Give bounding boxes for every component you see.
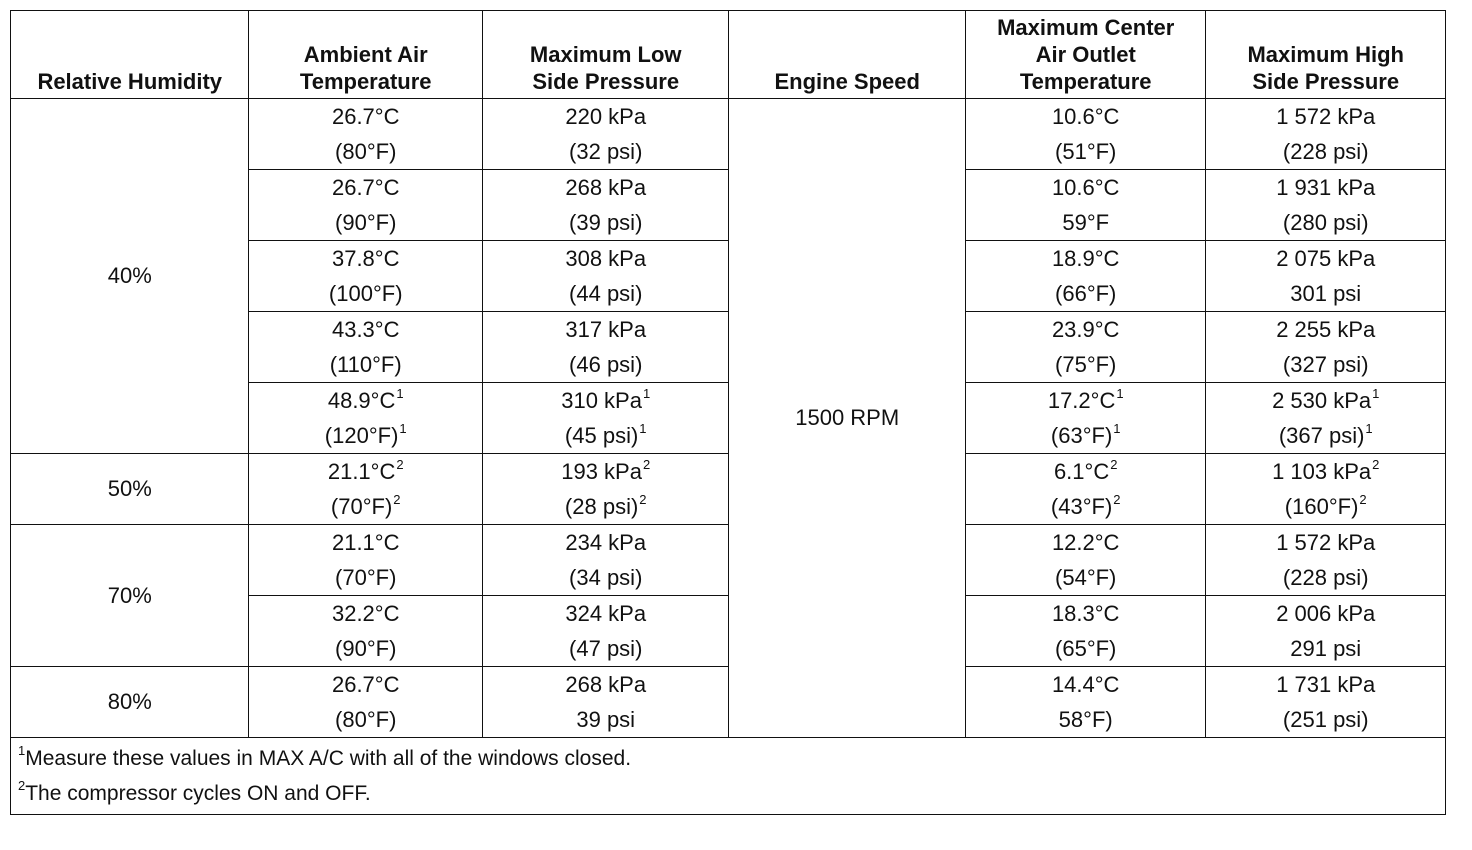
footnote-marker: 2 xyxy=(1110,456,1118,472)
low-side-pressure-cell-line xyxy=(483,631,729,666)
ambient-temperature-cell-line xyxy=(249,134,481,169)
high-side-pressure-cell-value: 1 931 kPa xyxy=(1276,175,1376,200)
outlet-temperature-cell-value: 18.3°C xyxy=(1051,601,1120,626)
high-side-pressure-cell-value: 301 psi xyxy=(1290,281,1362,306)
low-side-pressure-cell xyxy=(482,241,729,312)
ambient-temperature-cell-line xyxy=(249,205,481,240)
ambient-temperature-cell-value: 26.7°C xyxy=(331,672,400,697)
high-side-pressure-cell-value: 291 psi xyxy=(1290,636,1362,661)
ambient-temperature-cell xyxy=(249,99,482,170)
high-side-pressure-cell-line xyxy=(1206,525,1445,560)
outlet-temperature-cell-line xyxy=(966,312,1206,347)
ambient-temperature-cell-value: 37.8°C xyxy=(331,246,400,271)
outlet-temperature-cell-value: (75°F) xyxy=(1055,352,1117,377)
high-side-pressure-cell-line xyxy=(1206,347,1445,382)
ambient-temperature-cell-value: 21.1°C xyxy=(327,459,396,484)
header-max-high-side-pressure xyxy=(1206,11,1446,99)
low-side-pressure-cell xyxy=(482,525,729,596)
footnote-line xyxy=(17,741,1445,776)
ambient-temperature-cell-value: (80°F) xyxy=(335,139,397,164)
low-side-pressure-cell-line xyxy=(483,205,729,240)
high-side-pressure-cell-line xyxy=(1206,312,1445,347)
low-side-pressure-cell-line xyxy=(483,134,729,169)
high-side-pressure-cell-line xyxy=(1206,418,1445,453)
ambient-temperature-cell-line xyxy=(249,418,481,453)
high-side-pressure-cell xyxy=(1206,525,1446,596)
low-side-pressure-cell-line xyxy=(483,170,729,205)
footnote-mark: 2 xyxy=(18,778,26,793)
ambient-temperature-cell xyxy=(249,667,482,738)
outlet-temperature-cell-line xyxy=(966,560,1206,595)
low-side-pressure-cell-value: (47 psi) xyxy=(569,636,643,661)
ambient-temperature-cell-value: (90°F) xyxy=(335,636,397,661)
table-body xyxy=(11,99,1446,738)
outlet-temperature-cell xyxy=(965,383,1206,454)
outlet-temperature-cell xyxy=(965,525,1206,596)
high-side-pressure-cell-line xyxy=(1206,631,1445,666)
outlet-temperature-cell xyxy=(965,99,1206,170)
high-side-pressure-cell-value: (228 psi) xyxy=(1282,139,1369,164)
outlet-temperature-cell-value: 6.1°C xyxy=(1053,459,1110,484)
high-side-pressure-cell xyxy=(1206,99,1446,170)
ambient-temperature-cell-line xyxy=(249,170,481,205)
ambient-temperature-cell-value: (120°F) xyxy=(324,423,399,448)
outlet-temperature-cell xyxy=(965,241,1206,312)
low-side-pressure-cell-line xyxy=(483,418,729,453)
outlet-temperature-cell-line xyxy=(966,170,1206,205)
low-side-pressure-cell-value: 310 kPa xyxy=(561,388,642,413)
footnote-marker: 2 xyxy=(1113,491,1121,507)
outlet-temperature-cell-value: 14.4°C xyxy=(1051,672,1120,697)
low-side-pressure-cell-value: 39 psi xyxy=(576,707,636,732)
footnote-text: The compressor cycles ON and OFF. xyxy=(25,782,371,805)
header-ambient-air-temperature xyxy=(249,11,482,99)
outlet-temperature-cell-value: (51°F) xyxy=(1055,139,1117,164)
ambient-temperature-cell-value: 48.9°C xyxy=(327,388,396,413)
header-text-line: Maximum Low xyxy=(529,42,682,67)
outlet-temperature-cell-line xyxy=(966,454,1206,489)
header-engine-speed xyxy=(729,11,965,99)
low-side-pressure-cell-value: (32 psi) xyxy=(569,139,643,164)
outlet-temperature-cell-line xyxy=(966,276,1206,311)
outlet-temperature-cell-value: 10.6°C xyxy=(1051,104,1120,129)
relative-humidity-cell: 40% xyxy=(11,99,249,454)
ambient-temperature-cell-value: (110°F) xyxy=(329,352,402,377)
high-side-pressure-cell-line xyxy=(1206,241,1445,276)
high-side-pressure-cell-value: (160°F) xyxy=(1284,494,1359,519)
ambient-temperature-cell-value: 26.7°C xyxy=(331,104,400,129)
high-side-pressure-cell xyxy=(1206,454,1446,525)
ambient-temperature-cell-value: (70°F) xyxy=(330,494,393,519)
header-text-line: Maximum Center xyxy=(997,15,1175,40)
high-side-pressure-cell-line xyxy=(1206,702,1445,737)
outlet-temperature-cell-value: 58°F) xyxy=(1058,707,1113,732)
ambient-temperature-cell xyxy=(249,525,482,596)
high-side-pressure-cell-value: 2 530 kPa xyxy=(1272,388,1372,413)
low-side-pressure-cell-value: 234 kPa xyxy=(565,530,647,555)
high-side-pressure-cell-line xyxy=(1206,205,1445,240)
ambient-temperature-cell-value: (100°F) xyxy=(328,281,403,306)
low-side-pressure-cell-value: 317 kPa xyxy=(565,317,647,342)
high-side-pressure-cell-value: (251 psi) xyxy=(1282,707,1369,732)
outlet-temperature-cell-line xyxy=(966,667,1206,702)
high-side-pressure-cell-value: (367 psi) xyxy=(1278,423,1365,448)
pressure-temperature-table-container xyxy=(10,10,1446,815)
ambient-temperature-cell-line xyxy=(249,489,481,524)
low-side-pressure-cell-line xyxy=(483,596,729,631)
outlet-temperature-cell xyxy=(965,170,1206,241)
ambient-temperature-cell xyxy=(249,454,482,525)
ambient-temperature-cell-line xyxy=(249,596,481,631)
high-side-pressure-cell-line xyxy=(1206,560,1445,595)
low-side-pressure-cell-line xyxy=(483,347,729,382)
header-text-line: Engine Speed xyxy=(774,69,920,94)
ambient-temperature-cell-line xyxy=(249,347,481,382)
low-side-pressure-cell-line xyxy=(483,383,729,418)
low-side-pressure-cell-line xyxy=(483,276,729,311)
high-side-pressure-cell xyxy=(1206,667,1446,738)
footnote-marker: 1 xyxy=(399,420,407,436)
footnote-mark: 1 xyxy=(18,743,26,758)
low-side-pressure-cell-line xyxy=(483,702,729,737)
outlet-temperature-cell-line xyxy=(966,383,1206,418)
low-side-pressure-cell xyxy=(482,596,729,667)
header-text-line: Maximum High xyxy=(1247,42,1404,67)
header-text-line: Temperature xyxy=(299,69,432,94)
low-side-pressure-cell xyxy=(482,170,729,241)
table-row xyxy=(11,99,1446,170)
ambient-temperature-cell-value: (90°F) xyxy=(335,210,397,235)
footnote-marker: 1 xyxy=(1365,420,1373,436)
header-text-line: Relative Humidity xyxy=(37,69,223,94)
low-side-pressure-cell xyxy=(482,667,729,738)
header-text-line: Air Outlet xyxy=(1035,42,1136,67)
ambient-temperature-cell-line xyxy=(249,241,481,276)
outlet-temperature-cell-line xyxy=(966,525,1206,560)
outlet-temperature-cell xyxy=(965,454,1206,525)
ac-performance-table xyxy=(10,10,1446,815)
low-side-pressure-cell-value: 268 kPa xyxy=(565,175,647,200)
low-side-pressure-cell xyxy=(482,99,729,170)
footnote-text: Measure these values in MAX A/C with all of the windows closed. xyxy=(25,747,632,770)
footnote-marker: 1 xyxy=(1372,385,1380,401)
ambient-temperature-cell-line xyxy=(249,276,481,311)
footnotes-row xyxy=(11,738,1446,815)
header-text-line: Side Pressure xyxy=(532,69,680,94)
low-side-pressure-cell-value: (28 psi) xyxy=(564,494,639,519)
outlet-temperature-cell-line xyxy=(966,99,1206,134)
outlet-temperature-cell-value: 10.6°C xyxy=(1051,175,1120,200)
outlet-temperature-cell-value: 23.9°C xyxy=(1051,317,1120,342)
table-row xyxy=(11,454,1446,525)
outlet-temperature-cell-line xyxy=(966,489,1206,524)
footnote-marker: 1 xyxy=(642,385,651,401)
ambient-temperature-cell-value: (70°F) xyxy=(335,565,397,590)
low-side-pressure-cell-line xyxy=(483,99,729,134)
footnote-marker: 1 xyxy=(639,420,647,436)
footnote-marker: 2 xyxy=(639,491,647,507)
high-side-pressure-cell-value: (327 psi) xyxy=(1282,352,1369,377)
outlet-temperature-cell-line xyxy=(966,631,1206,666)
high-side-pressure-cell-value: (280 psi) xyxy=(1282,210,1369,235)
footnote-marker: 2 xyxy=(393,491,401,507)
outlet-temperature-cell-line xyxy=(966,702,1206,737)
footnote-marker: 1 xyxy=(1113,420,1121,436)
low-side-pressure-cell-value: (34 psi) xyxy=(569,565,643,590)
high-side-pressure-cell-value: 1 103 kPa xyxy=(1272,459,1372,484)
low-side-pressure-cell-line xyxy=(483,489,729,524)
high-side-pressure-cell-line xyxy=(1206,454,1445,489)
footnote-marker: 1 xyxy=(396,385,404,401)
high-side-pressure-cell-line xyxy=(1206,134,1445,169)
ambient-temperature-cell-line xyxy=(249,99,481,134)
ambient-temperature-cell xyxy=(249,312,482,383)
table-row xyxy=(11,525,1446,596)
low-side-pressure-cell-value: (44 psi) xyxy=(569,281,643,306)
high-side-pressure-cell-value: 2 075 kPa xyxy=(1276,246,1376,271)
header-max-low-side-pressure xyxy=(482,11,729,99)
outlet-temperature-cell-line xyxy=(966,418,1206,453)
ambient-temperature-cell xyxy=(249,241,482,312)
low-side-pressure-cell-line xyxy=(483,454,729,489)
outlet-temperature-cell-value: 17.2°C xyxy=(1047,388,1116,413)
outlet-temperature-cell-line xyxy=(966,134,1206,169)
low-side-pressure-cell-value: 324 kPa xyxy=(565,601,647,626)
outlet-temperature-cell-value: (43°F) xyxy=(1050,494,1113,519)
high-side-pressure-cell-line xyxy=(1206,276,1445,311)
engine-speed-cell: 1500 RPM xyxy=(729,99,965,738)
header-text-line: Side Pressure xyxy=(1252,69,1400,94)
high-side-pressure-cell xyxy=(1206,596,1446,667)
ambient-temperature-cell xyxy=(249,170,482,241)
high-side-pressure-cell xyxy=(1206,241,1446,312)
high-side-pressure-cell-value: 1 572 kPa xyxy=(1276,104,1376,129)
ambient-temperature-cell-line xyxy=(249,667,481,702)
ambient-temperature-cell xyxy=(249,383,482,454)
outlet-temperature-cell-line xyxy=(966,596,1206,631)
low-side-pressure-cell-line xyxy=(483,241,729,276)
ambient-temperature-cell-value: 43.3°C xyxy=(331,317,400,342)
ambient-temperature-cell-value: 32.2°C xyxy=(331,601,400,626)
outlet-temperature-cell xyxy=(965,312,1206,383)
low-side-pressure-cell-value: 268 kPa xyxy=(565,672,647,697)
low-side-pressure-cell-value: (46 psi) xyxy=(569,352,643,377)
outlet-temperature-cell-line xyxy=(966,205,1206,240)
footnote-marker: 2 xyxy=(1359,491,1367,507)
low-side-pressure-cell-value: (39 psi) xyxy=(569,210,643,235)
outlet-temperature-cell-value: (66°F) xyxy=(1055,281,1117,306)
low-side-pressure-cell xyxy=(482,383,729,454)
header-row xyxy=(11,11,1446,99)
header-text-line: Ambient Air xyxy=(303,42,428,67)
table-row xyxy=(11,667,1446,738)
ambient-temperature-cell-line xyxy=(249,312,481,347)
outlet-temperature-cell-value: (54°F) xyxy=(1055,565,1117,590)
relative-humidity-cell: 80% xyxy=(11,667,249,738)
header-relative-humidity xyxy=(11,11,249,99)
outlet-temperature-cell-line xyxy=(966,347,1206,382)
ambient-temperature-cell-value: 26.7°C xyxy=(331,175,400,200)
high-side-pressure-cell-value: 1 731 kPa xyxy=(1276,672,1376,697)
header-text-line: Temperature xyxy=(1019,69,1152,94)
high-side-pressure-cell-line xyxy=(1206,170,1445,205)
outlet-temperature-cell-value: 59°F xyxy=(1062,210,1110,235)
ambient-temperature-cell-line xyxy=(249,454,481,489)
high-side-pressure-cell-value: 2 006 kPa xyxy=(1276,601,1376,626)
low-side-pressure-cell-value: 220 kPa xyxy=(565,104,647,129)
footnote-marker: 2 xyxy=(642,456,651,472)
outlet-temperature-cell-line xyxy=(966,241,1206,276)
ambient-temperature-cell-line xyxy=(249,560,481,595)
ambient-temperature-cell-line xyxy=(249,631,481,666)
high-side-pressure-cell-line xyxy=(1206,596,1445,631)
low-side-pressure-cell-line xyxy=(483,667,729,702)
footnote-marker: 2 xyxy=(1372,456,1380,472)
header-max-center-outlet-temperature xyxy=(965,11,1206,99)
outlet-temperature-cell xyxy=(965,667,1206,738)
high-side-pressure-cell xyxy=(1206,170,1446,241)
high-side-pressure-cell-line xyxy=(1206,489,1445,524)
footnote-line xyxy=(17,776,1445,811)
high-side-pressure-cell-line xyxy=(1206,383,1445,418)
outlet-temperature-cell-value: 18.9°C xyxy=(1051,246,1120,271)
high-side-pressure-cell-value: 2 255 kPa xyxy=(1276,317,1376,342)
high-side-pressure-cell-line xyxy=(1206,667,1445,702)
low-side-pressure-cell xyxy=(482,454,729,525)
footnotes-cell xyxy=(11,738,1446,815)
outlet-temperature-cell-value: (63°F) xyxy=(1050,423,1113,448)
low-side-pressure-cell xyxy=(482,312,729,383)
ambient-temperature-cell xyxy=(249,596,482,667)
high-side-pressure-cell xyxy=(1206,383,1446,454)
low-side-pressure-cell-value: 193 kPa xyxy=(561,459,642,484)
low-side-pressure-cell-line xyxy=(483,525,729,560)
outlet-temperature-cell xyxy=(965,596,1206,667)
high-side-pressure-cell-line xyxy=(1206,99,1445,134)
ambient-temperature-cell-line xyxy=(249,702,481,737)
relative-humidity-cell: 70% xyxy=(11,525,249,667)
low-side-pressure-cell-value: (45 psi) xyxy=(564,423,639,448)
ambient-temperature-cell-value: 21.1°C xyxy=(331,530,400,555)
high-side-pressure-cell-value: 1 572 kPa xyxy=(1276,530,1376,555)
low-side-pressure-cell-line xyxy=(483,312,729,347)
relative-humidity-cell: 50% xyxy=(11,454,249,525)
ambient-temperature-cell-line xyxy=(249,383,481,418)
high-side-pressure-cell-value: (228 psi) xyxy=(1282,565,1369,590)
outlet-temperature-cell-value: (65°F) xyxy=(1055,636,1117,661)
low-side-pressure-cell-value: 308 kPa xyxy=(565,246,647,271)
ambient-temperature-cell-value: (80°F) xyxy=(335,707,397,732)
high-side-pressure-cell xyxy=(1206,312,1446,383)
ambient-temperature-cell-line xyxy=(249,525,481,560)
footnote-marker: 1 xyxy=(1116,385,1124,401)
footnote-marker: 2 xyxy=(396,456,404,472)
low-side-pressure-cell-line xyxy=(483,560,729,595)
outlet-temperature-cell-value: 12.2°C xyxy=(1051,530,1120,555)
